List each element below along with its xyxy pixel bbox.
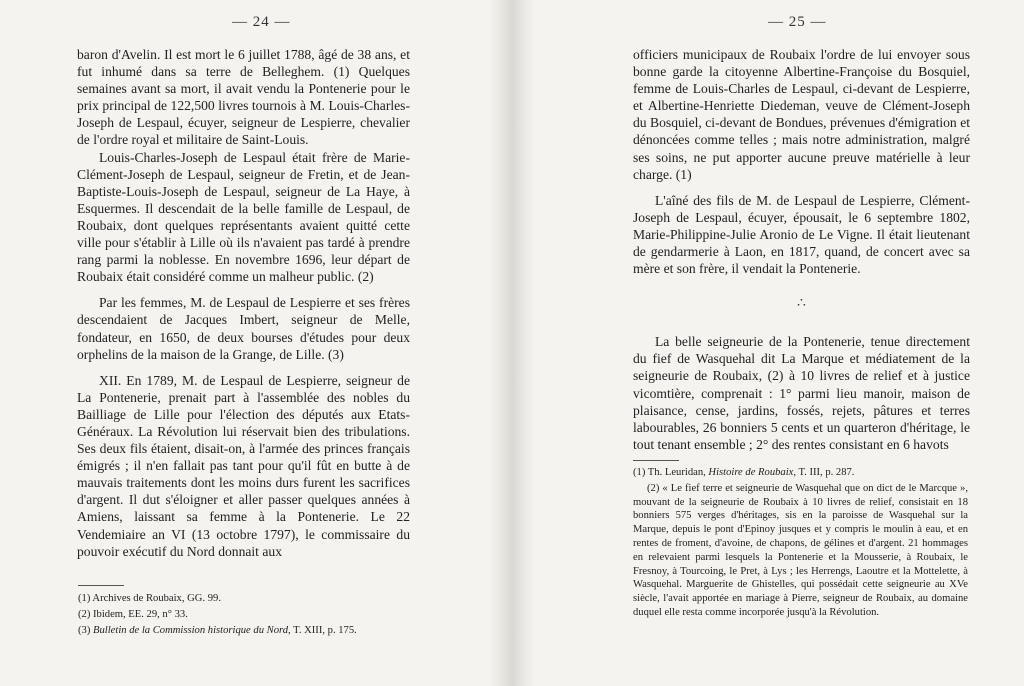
footnote: (1) Archives de Roubaix, GG. 99. xyxy=(78,593,221,604)
page-number: — 24 — xyxy=(232,14,291,30)
footnotes xyxy=(78,592,408,639)
footnote: (2) Ibidem, EE. 29, n° 33. xyxy=(78,608,188,620)
paragraph: Par les femmes, M. de Lespaul de Lespierre et ses frères descendaient de Jacques Imbert, seigneur de Melle, fondateur, en 1650, de deux bourses d'études pour deux orphelins de la maison de la Grange, de Lille. (3) xyxy=(77,295,410,362)
paragraph: baron d'Avelin. Il est mort le 6 juillet 1788, âgé de 38 ans, et fut inhumé dans sa terre de Belleghem. (1) Quelques semaines avant sa mort, il avait vendu la Pontenerie pour le prix principal de 122,500 livres tournois à M. Louis-Charles-Joseph de Lespaul, écuyer, seigneur de Lespierre, chevalier de l'ordre royal et militaire de Saint-Louis. xyxy=(77,47,410,148)
footnote: (3) Bulletin de la Commission historique du Nord, T. XIII, p. 175. xyxy=(78,624,357,636)
paragraph: officiers municipaux de Roubaix l'ordre de lui envoyer sous bonne garde la citoyenne Albertine-Françoise du Bosquiel, femme de Louis-Charles de Lespaul, ci-devant de Lespierre, et Albertine-Henriette Diedeman, veuve de Clément-Joseph du Bosquiel, ci-devant de Bondues, prévenues d'émigration et dénoncées comme telles ; mais notre administration, malgré ses soins, ne put apporter aucune preuve matérielle à leur charge. (1) xyxy=(633,47,970,182)
section-ornament: ∴ xyxy=(797,296,806,312)
right-page xyxy=(520,0,1024,686)
left-page xyxy=(0,0,500,686)
paragraph: L'aîné des fils de M. de Lespaul de Lespierre, Clément-Joseph de Lespaul, écuyer, épousait, le 6 septembre 1802, Marie-Philippine-Julie Aronio de Le Vigne. Il était lieutenant de gendarmerie à Laon, en 1817, quand, de concert avec sa mère et son frère, il vendait la Pontenerie. xyxy=(633,192,970,277)
footnotes xyxy=(633,466,968,622)
footnote-rule xyxy=(633,460,679,461)
page-body xyxy=(77,46,410,560)
footnote: (1) Th. Leuridan, Histoire de Roubaix, T. III, p. 287. xyxy=(633,467,855,478)
paragraph: XII. En 1789, M. de Lespaul de Lespierre, seigneur de La Pontenerie, prenait part à l'assemblée des nobles du Bailliage de Lille pour l'élection des députés aux Etats-Généraux. La Révolution lui réservait bien des tribulations. Ses deux fils étaient, disait-on, à l'armée des princes français émigrés ; il n'en fallait pas tant pour qu'il fût en butte à de mauvais traitements dont les moins durs furent les sacrifices d'argent. Il dut s'éloigner et aller passer quelques années à Amiens, laissant sa femme à la Pontenerie. Le 22 Vendemiaire an VI (13 octobre 1797), le commissaire du pouvoir exécutif du Nord donnait aux xyxy=(77,372,410,559)
paragraph: La belle seigneurie de la Pontenerie, tenue directement du fief de Wasquehal dit La Marque et médiatement de la seigneurie de Roubaix, (2) à 10 livres de relief et à justice vicomtière, comprenait : 1° parmi lieu manoir, maison de plaisance, cense, jardins, fossés, rejets, pâtures et terres labourables, 26 bonniers 5 cents et un quarteron d'héritage, le tout tenant ensemble ; 2° des rentes consistant en 6 havots xyxy=(633,334,970,452)
footnote-title: Histoire de Roubaix xyxy=(708,467,794,478)
footnote-title: Bulletin de la Commission historique du Nord xyxy=(93,624,289,636)
footnote-rule xyxy=(78,585,124,586)
footnote: (2) « Le fief terre et seigneurie de Wasquehal que on dict de le Marcque », mouvant de la seigneurie de Roubaix à 10 livres de relief, consistait en 18 bonniers 575 verges d'héritages, sis en la paroisse de Wasquehal sur la Marque, depuis le pont d'Epinoy jusques et y compris le moulin à eau, et en rentes de froment, d'avoine, de chapons, de gélines et d'argent. 21 hommages en relevaient parmi lesquels la Pontenerie et la Mousserie, à Roubaix, le Fresnoy, à Tourcoing, le Pret, à Lys ; les Herrengs, Laoutre et la Mottelette, à Wasquehal. Marguerite de Ghistelles, qui possédait cette seigneurie au XVe siècle, l'avait apportée en mariage à Pierre, seigneur de Roubaix, au domaine duquel elle resta comme incorporée jusqu'à la Révolution. xyxy=(633,482,968,618)
paragraph: Louis-Charles-Joseph de Lespaul était frère de Marie-Clément-Joseph de Lespaul, seigneur de Fretin, et de Jean-Baptiste-Louis-Joseph de Lespaul, seigneur de La Haye, à Esquermes. Il descendait de la belle famille de Lespaul, de Roubaix, dont quelques représentants avaient quitté cette ville pour s'établir à Lille où ils n'avaient pas tardé à prendre rang parmi la noblesse. En novembre 1696, leur départ de Roubaix était considéré comme un malheur public. (2) xyxy=(77,149,410,285)
page-number: — 25 — xyxy=(768,14,827,30)
page-body xyxy=(633,46,970,453)
